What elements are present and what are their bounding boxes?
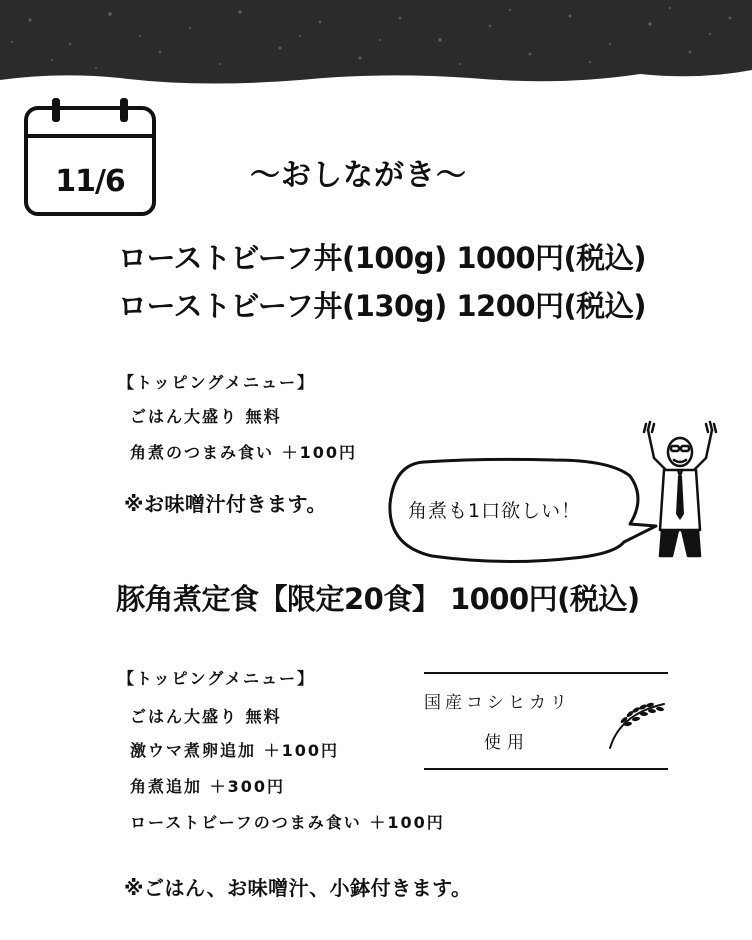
- divider: [424, 768, 668, 770]
- topping-item: ローストビーフのつまみ食い ＋100円: [130, 813, 445, 832]
- topping-item: 角煮追加 ＋300円: [130, 777, 285, 796]
- calendar-icon: [24, 98, 156, 216]
- topping-item: 激ウマ煮卵追加 ＋100円: [130, 741, 339, 760]
- rice-origin-subtext: 使用: [484, 733, 530, 753]
- menu-item-pork-set: 豚角煮定食【限定20食】 1000円(税込): [116, 582, 640, 616]
- topping-heading: 【トッピングメニュー】: [118, 373, 316, 392]
- cheering-man-illustration: [640, 418, 724, 560]
- rice-origin-box: [424, 672, 668, 772]
- rice-plant-icon: [606, 684, 668, 750]
- topping-item: ごはん大盛り 無料: [130, 407, 282, 426]
- menu-title: 〜おしながき〜: [250, 158, 467, 193]
- topping-item: ごはん大盛り 無料: [130, 707, 282, 726]
- divider: [424, 672, 668, 674]
- topping-item: 角煮のつまみ食い ＋100円: [130, 443, 357, 462]
- rice-origin-text: 国産コシヒカリ: [424, 693, 571, 713]
- topping-heading: 【トッピングメニュー】: [118, 669, 316, 688]
- menu-item-roastbeef-100g: ローストビーフ丼(100g) 1000円(税込): [118, 241, 647, 275]
- speech-bubble-text: 角煮も1口欲しい！: [408, 500, 582, 522]
- set-meal-note: ※ごはん、お味噌汁、小鉢付きます。: [124, 876, 472, 900]
- chalkboard-header-band: [0, 0, 752, 86]
- calendar-date: 11/6: [55, 164, 125, 199]
- menu-note: ※お味噌汁付きます。: [124, 492, 327, 516]
- menu-item-roastbeef-130g: ローストビーフ丼(130g) 1200円(税込): [118, 289, 647, 323]
